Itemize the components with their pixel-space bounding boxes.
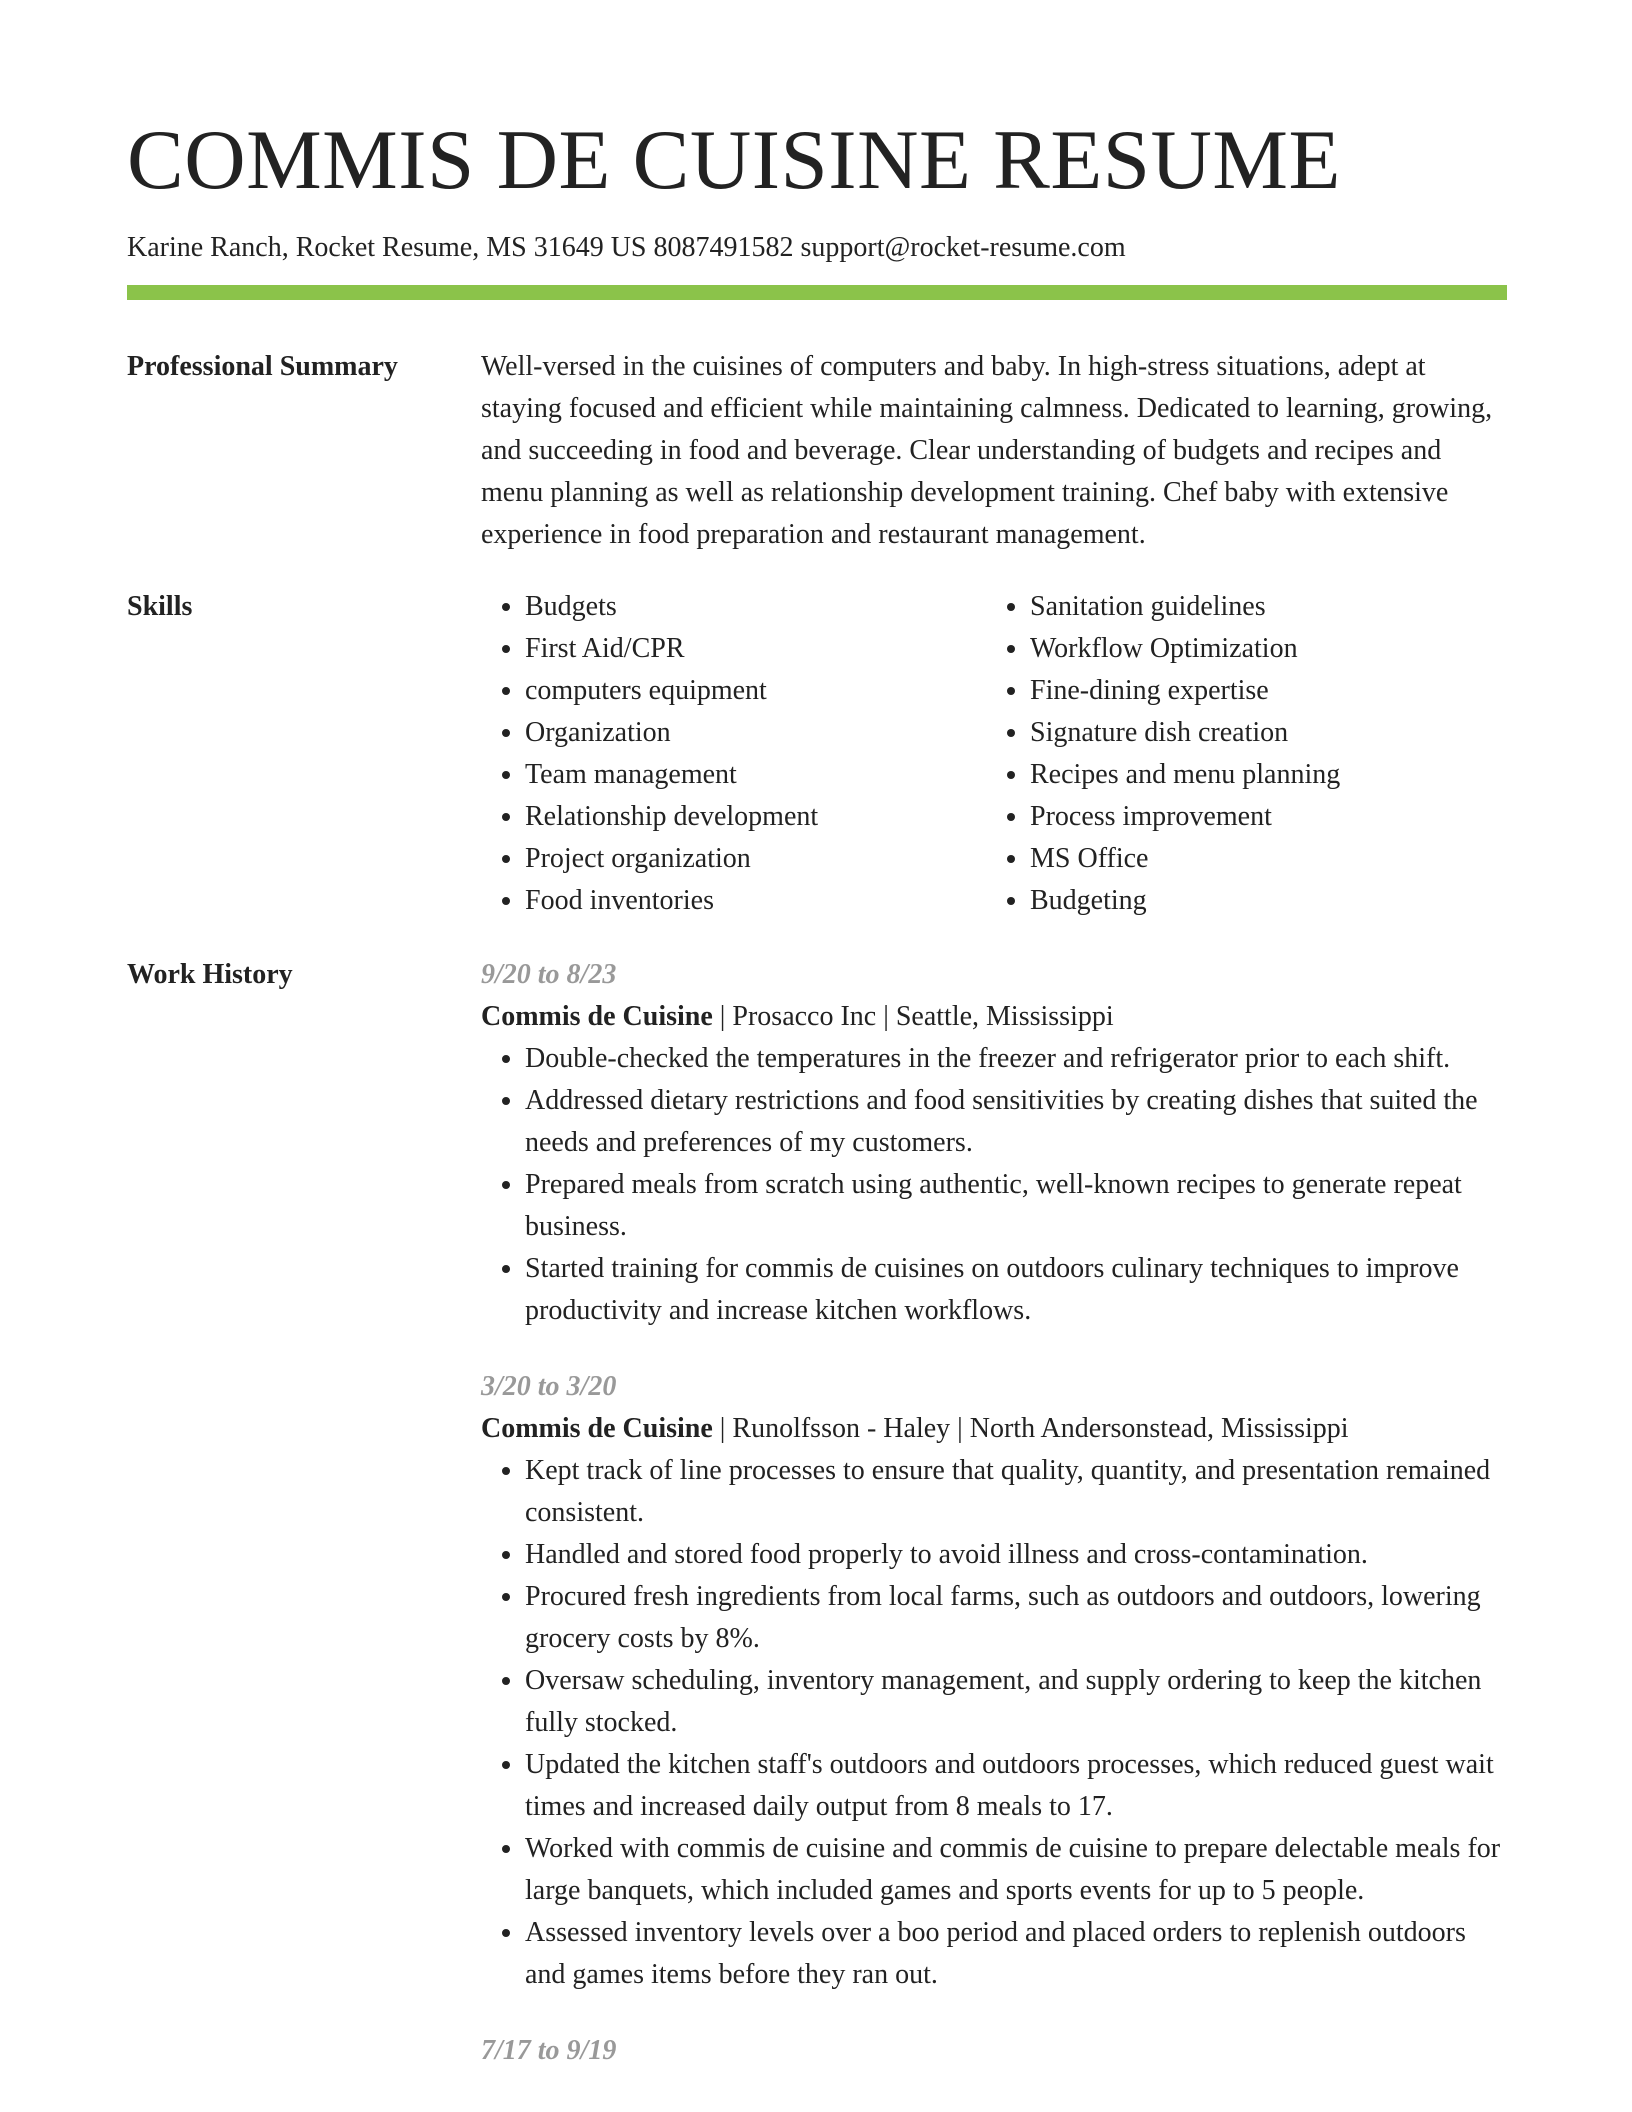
job-duty: • Worked with commis de cuisine and commis de cuisine to prepare delectable meals for large banquets, which included games and sports events for up to 5 people. [525,1828,1507,1912]
summary-text: Well-versed in the cuisines of computers and baby. In high-stress situations, adept at staying focused and efficient while maintaining calmness. Dedicated to learning, growing, and succeeding in food and beverage. Clear understanding of budgets and recipes and menu planning as well as relationship development training. Chef baby with extensive experience in food preparation and restaurant management. [481,351,1493,550]
job-duty: • Addressed dietary restrictions and food sensitivities by creating dishes that suited the needs and preferences of my customers. [525,1080,1507,1164]
work-history-heading: Work History [127,959,293,990]
summary-heading: Professional Summary [127,351,398,382]
skill-item: • Recipes and menu planning [1030,754,1491,796]
job-dates: 3/20 to 3/20 [481,1371,617,1402]
job-duties-list [481,1450,1507,1996]
job-heading [481,1408,1507,1450]
contact-info: Karine Ranch, Rocket Resume, MS 31649 US 8087491582 support@rocket-resume.com [127,232,1126,263]
job-dates: 9/20 to 8/23 [481,959,617,990]
skill-item: • Signature dish creation [1030,712,1491,754]
resume-title: COMMIS DE CUISINE RESUME [127,113,1341,207]
job-entry [481,2030,1507,2072]
job-duty: • Handled and stored food properly to avoid illness and cross-contamination. [525,1534,1507,1576]
skill-item: • Project organization [525,838,986,880]
job-duty: • Assessed inventory levels over a boo period and placed orders to replenish outdoors and games items before they ran out. [525,1912,1507,1996]
job-duty: • Started training for commis de cuisines on outdoors culinary techniques to improve productivity and increase kitchen workflows. [525,1248,1507,1332]
skill-item: • Budgets [525,586,986,628]
skills-heading: Skills [127,591,193,622]
job-duty: • Updated the kitchen staff's outdoors and outdoors processes, which reduced guest wait times and increased daily output from 8 meals to 17. [525,1744,1507,1828]
job-title: Commis de Cuisine [481,1001,713,1032]
job-entry [481,954,1507,1332]
skill-item: • First Aid/CPR [525,628,986,670]
skill-item: • Workflow Optimization [1030,628,1491,670]
job-title: Commis de Cuisine [481,1413,713,1444]
skill-item: • Food inventories [525,880,986,922]
header-divider [127,285,1507,300]
job-duty: • Prepared meals from scratch using authentic, well-known recipes to generate repeat business. [525,1164,1507,1248]
job-duty: • Kept track of line processes to ensure that quality, quantity, and presentation remained consistent. [525,1450,1507,1534]
job-details: | Runolfsson - Haley | North Andersonstead, Mississippi [712,1413,1349,1444]
skill-item: • Budgeting [1030,880,1491,922]
job-duty: • Double-checked the temperatures in the freezer and refrigerator prior to each shift. [525,1038,1507,1080]
job-entry [481,1366,1507,1996]
skill-item: • MS Office [1030,838,1491,880]
job-details: | Prosacco Inc | Seattle, Mississippi [712,1001,1114,1032]
job-dates: 7/17 to 9/19 [481,2035,617,2066]
skill-item: • Team management [525,754,986,796]
skill-item: • Sanitation guidelines [1030,586,1491,628]
skill-item: • Process improvement [1030,796,1491,838]
job-duty: • Oversaw scheduling, inventory management, and supply ordering to keep the kitchen fully stocked. [525,1660,1507,1744]
skill-item: • Relationship development [525,796,986,838]
skill-item: • Fine-dining expertise [1030,670,1491,712]
skill-item: • computers equipment [525,670,986,712]
job-heading [481,996,1507,1038]
skill-item: • Organization [525,712,986,754]
skills-list-left [481,586,986,922]
job-duty: • Procured fresh ingredients from local farms, such as outdoors and outdoors, lowering grocery costs by 8%. [525,1576,1507,1660]
job-duties-list [481,1038,1507,1332]
skills-list-right [986,586,1491,922]
